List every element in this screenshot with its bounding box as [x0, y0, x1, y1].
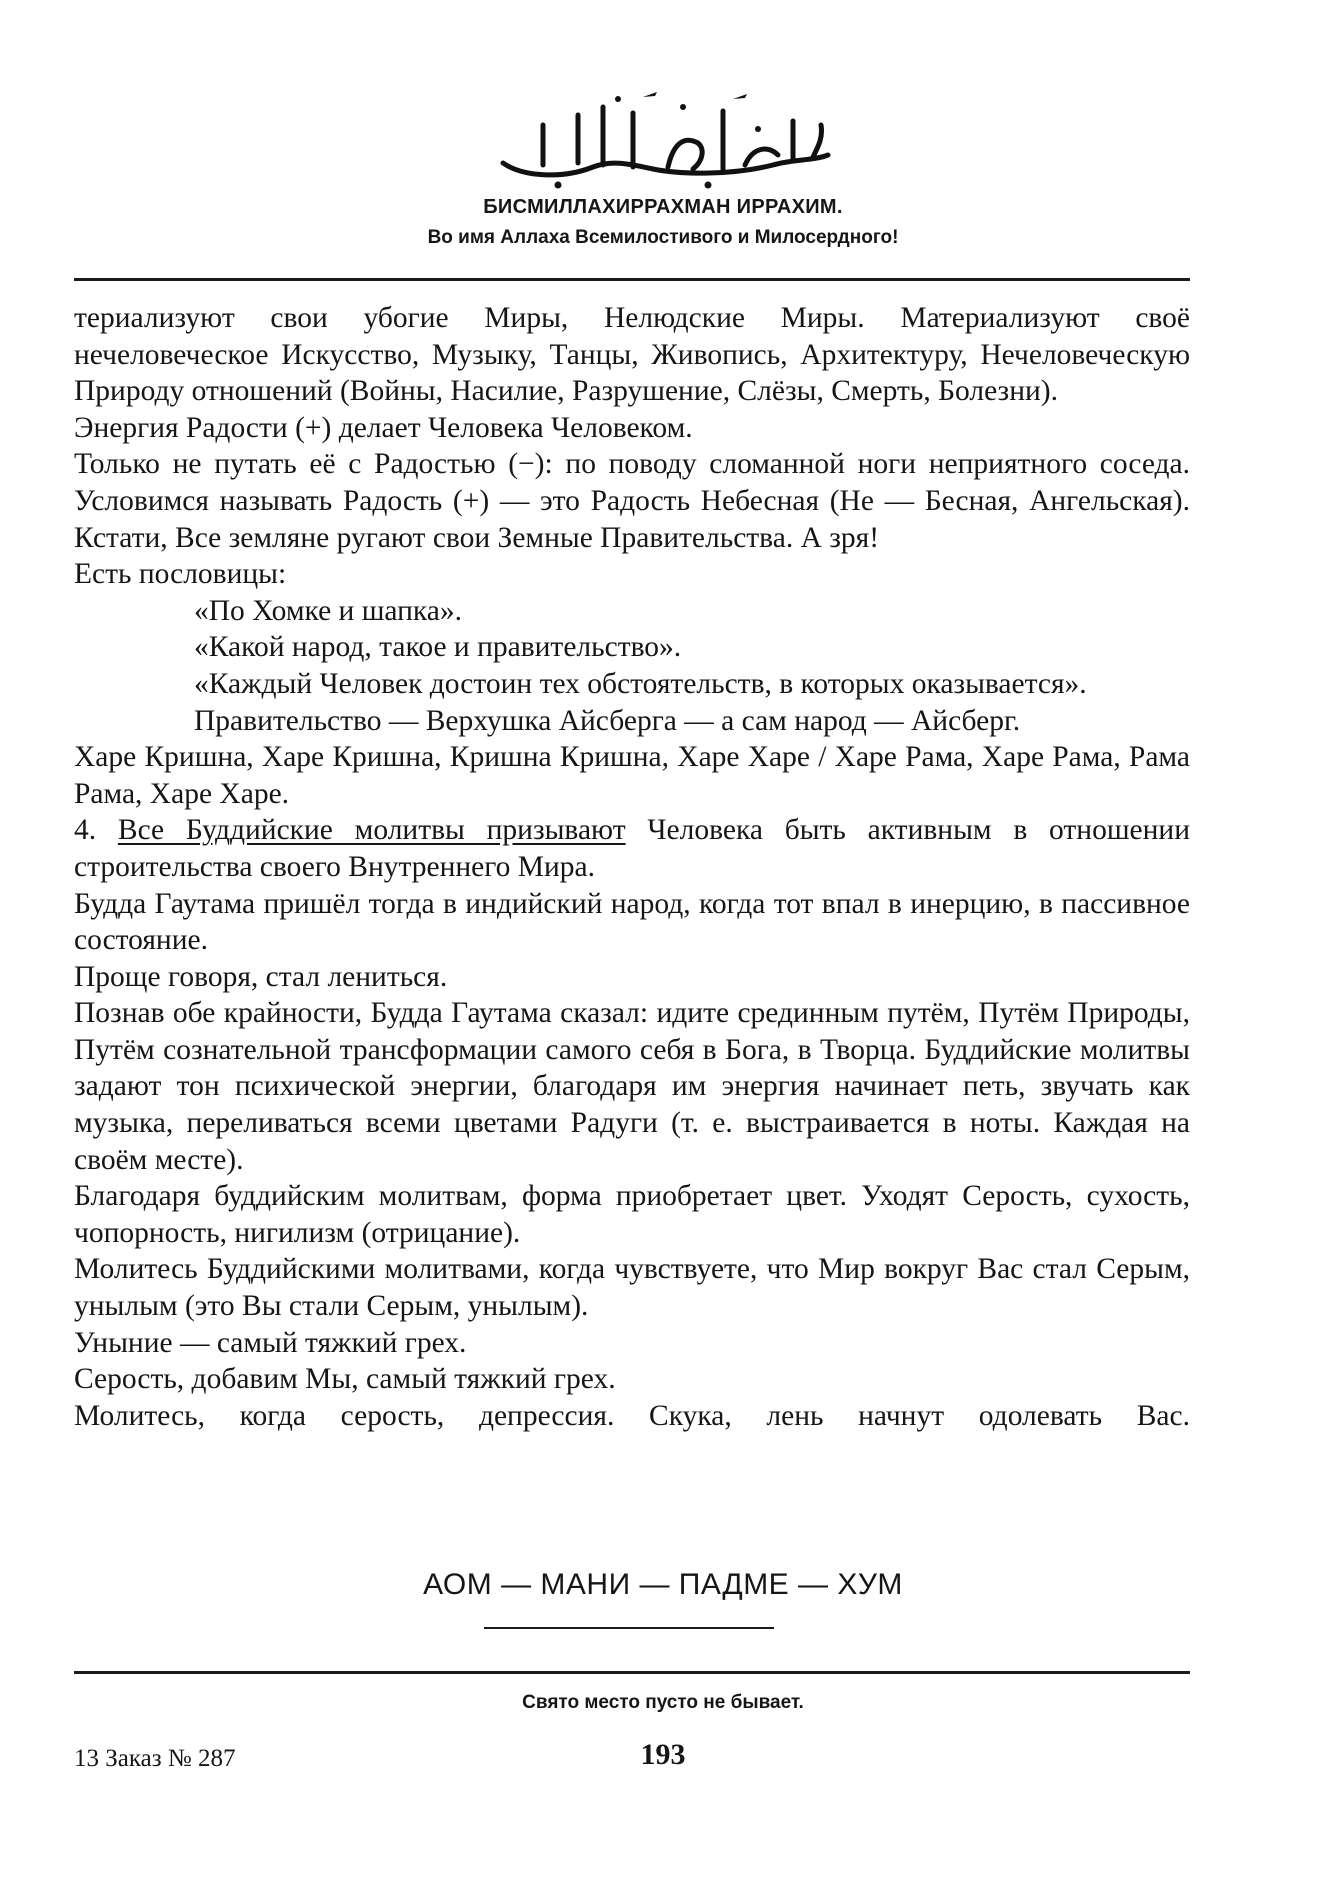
paragraph: Серость, добавим Мы, самый тяжкий грех. — [74, 1363, 616, 1396]
proverb: Правительство — Верхушка Айсберга — а сам народ — Айсберг. — [194, 704, 1021, 737]
paragraph: Уныние — самый тяжкий грех. — [74, 1326, 467, 1359]
proverb: «По Хомке и шапка». — [194, 594, 463, 627]
printer-mark: 13 Заказ № 287 — [74, 1745, 236, 1772]
paragraph: Проще говоря, стал лениться. — [74, 960, 448, 993]
list-number: 4. — [74, 814, 118, 847]
paragraph: Будда Гаутама пришёл тогда в индийский народ, когда тот впал в инерцию, в пассивное состояние. — [74, 887, 1190, 957]
proverb: «Какой народ, такое и правительство». — [194, 631, 682, 664]
paragraph — [74, 812, 1190, 885]
mantra-underline — [484, 1627, 774, 1629]
underlined-phrase: Все Буддийские молитвы призывают — [117, 814, 626, 847]
proverb: «Каждый Человек достоин тех обстоятельств, в которых оказывается». — [194, 667, 1087, 700]
paragraph: Молитесь, когда серость, депрессия. Скука, лень начнут одолевать Вас. — [74, 1399, 1190, 1432]
header-subtitle: Во имя Аллаха Всемилостивого и Милосердного! — [427, 227, 899, 248]
paragraph-rest: Человека быть активным в отношении строительства своего Внутреннего Мира. — [74, 814, 1190, 883]
footer-divider — [74, 1671, 1190, 1674]
page-number: 193 — [640, 1738, 686, 1771]
header-title: БИСМИЛЛАХИРРАХМАН ИРРАХИМ. — [483, 196, 843, 218]
paragraph: Есть пословицы: — [74, 558, 287, 591]
paragraph: Только не путать её с Радостью (−): по поводу сломанной ноги неприятного соседа. Условимся называть Радость (+) — это Радость Небесная (Не — Бесная, Ангельская). Кстати, Все земляне ругают свои Земные Правительства. А зря! — [74, 448, 1190, 554]
paragraph: териализуют свои убогие Миры, Нелюдские Миры. Материализуют своё нечеловеческое Искусство, Музыку, Танцы, Живопись, Архитектуру, Нечеловеческую Природу отношений (Войны, Насилие, Разрушение, Слёзы, Смерть, Болезни). — [74, 302, 1190, 408]
mantra-heading: АОМ — МАНИ — ПАДМЕ — ХУМ — [423, 1568, 903, 1601]
basmala-calligraphy-icon — [0, 85, 1326, 195]
paragraph: Благодаря буддийским молитвам, форма приобретает цвет. Уходят Серость, сухость, чопорность, нигилизм (отрицание). — [74, 1180, 1190, 1249]
footer-note: Свято место пусто не бывает. — [522, 1692, 804, 1713]
paragraph: Познав обе крайности, Будда Гаутама сказал: идите срединным путём, Путём Природы, Путём сознательной трансформации самого себя в Бога, в Творца. Буддийские молитвы задают тон психической энергии, благодаря им энергия начинает петь, звучать как музыка, переливаться всеми цветами Радуги (т. е. выстраивается в ноты. Каждая на своём месте). — [74, 997, 1190, 1176]
paragraph: Энергия Радости (+) делает Человека Человеком. — [74, 411, 693, 444]
paragraph: Молитесь Буддийскими молитвами, когда чувствуете, что Мир вокруг Вас стал Серым, унылым (это Вы стали Серым, унылым). — [74, 1253, 1190, 1323]
body-text — [74, 300, 1190, 1434]
header-divider — [74, 278, 1190, 281]
paragraph: Харе Кришна, Харе Кришна, Кришна Кришна, Харе Харе / Харе Рама, Харе Рама, Рама Рама, Харе Харе. — [74, 741, 1190, 810]
